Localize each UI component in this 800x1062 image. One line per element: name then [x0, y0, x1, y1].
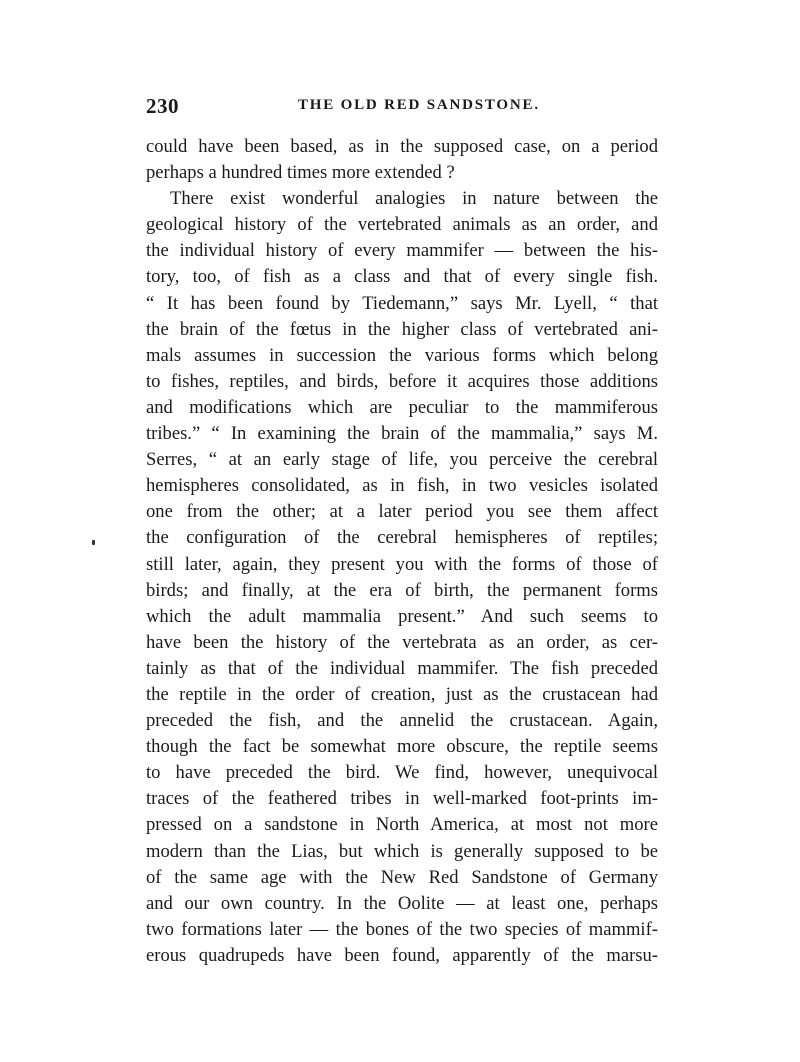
text-line: tainly as that of the individual mammifer. The fish preceded [146, 657, 658, 679]
text-line: the brain of the fœtus in the higher class of vertebrated ani- [146, 318, 658, 340]
text-line: tory, too, of fish as a class and that of every single fish. [146, 266, 658, 288]
text-line: the configuration of the cerebral hemispheres of reptiles; [146, 527, 658, 549]
text-line: modern than the Lias, but which is generally supposed to be [146, 840, 658, 862]
text-line: one from the other; at a later period you see them affect [146, 501, 658, 523]
ink-speck [92, 540, 95, 545]
text-line: still later, again, they present you with the forms of those of [146, 553, 658, 575]
text-line: Serres, “ at an early stage of life, you perceive the cerebral [146, 449, 658, 471]
page-number: 230 [146, 94, 179, 118]
text-line: perhaps a hundred times more extended ? [146, 162, 455, 184]
text-line: traces of the feathered tribes in well-marked foot-prints im- [146, 788, 658, 810]
text-line: mals assumes in succession the various forms which belong [146, 344, 658, 366]
text-line: the reptile in the order of creation, just as the crustacean had [146, 683, 658, 705]
text-line: and our own country. In the Oolite — at least one, perhaps [146, 892, 658, 914]
running-title: THE OLD RED SANDSTONE. [298, 97, 540, 113]
text-line: could have been based, as in the supposed case, on a period [146, 136, 658, 157]
text-line: of the same age with the New Red Sandstone of Germany [146, 866, 658, 888]
text-line: the individual history of every mammifer — between the his- [146, 240, 658, 262]
text-line: erous quadrupeds have been found, apparently of the marsu- [146, 944, 658, 966]
text-line: hemispheres consolidated, as in fish, in two vesicles isolated [146, 475, 658, 497]
page-header [146, 94, 656, 118]
text-line: have been the history of the vertebrata as an order, as cer- [146, 631, 658, 653]
body-text [146, 134, 658, 969]
text-line: and modifications which are peculiar to the mammiferous [146, 396, 658, 418]
text-line: to fishes, reptiles, and birds, before it acquires those additions [146, 370, 658, 392]
text-line: tribes.” “ In examining the brain of the mammalia,” says M. [146, 423, 658, 445]
text-line: pressed on a sandstone in North America, at most not more [146, 814, 658, 836]
text-line: two formations later — the bones of the two species of mammif- [146, 918, 658, 940]
text-line: birds; and finally, at the era of birth, the permanent forms [146, 579, 658, 601]
text-line: though the fact be somewhat more obscure, the reptile seems [146, 736, 658, 758]
text-line: geological history of the vertebrated animals as an order, and [146, 214, 658, 236]
text-line: preceded the fish, and the annelid the crustacean. Again, [146, 710, 658, 732]
text-line: which the adult mammalia present.” And such seems to [146, 605, 658, 627]
text-line: “ It has been found by Tiedemann,” says Mr. Lyell, “ that [146, 292, 658, 314]
text-line: There exist wonderful analogies in nature between the [170, 188, 658, 210]
text-line: to have preceded the bird. We find, however, unequivocal [146, 762, 658, 784]
